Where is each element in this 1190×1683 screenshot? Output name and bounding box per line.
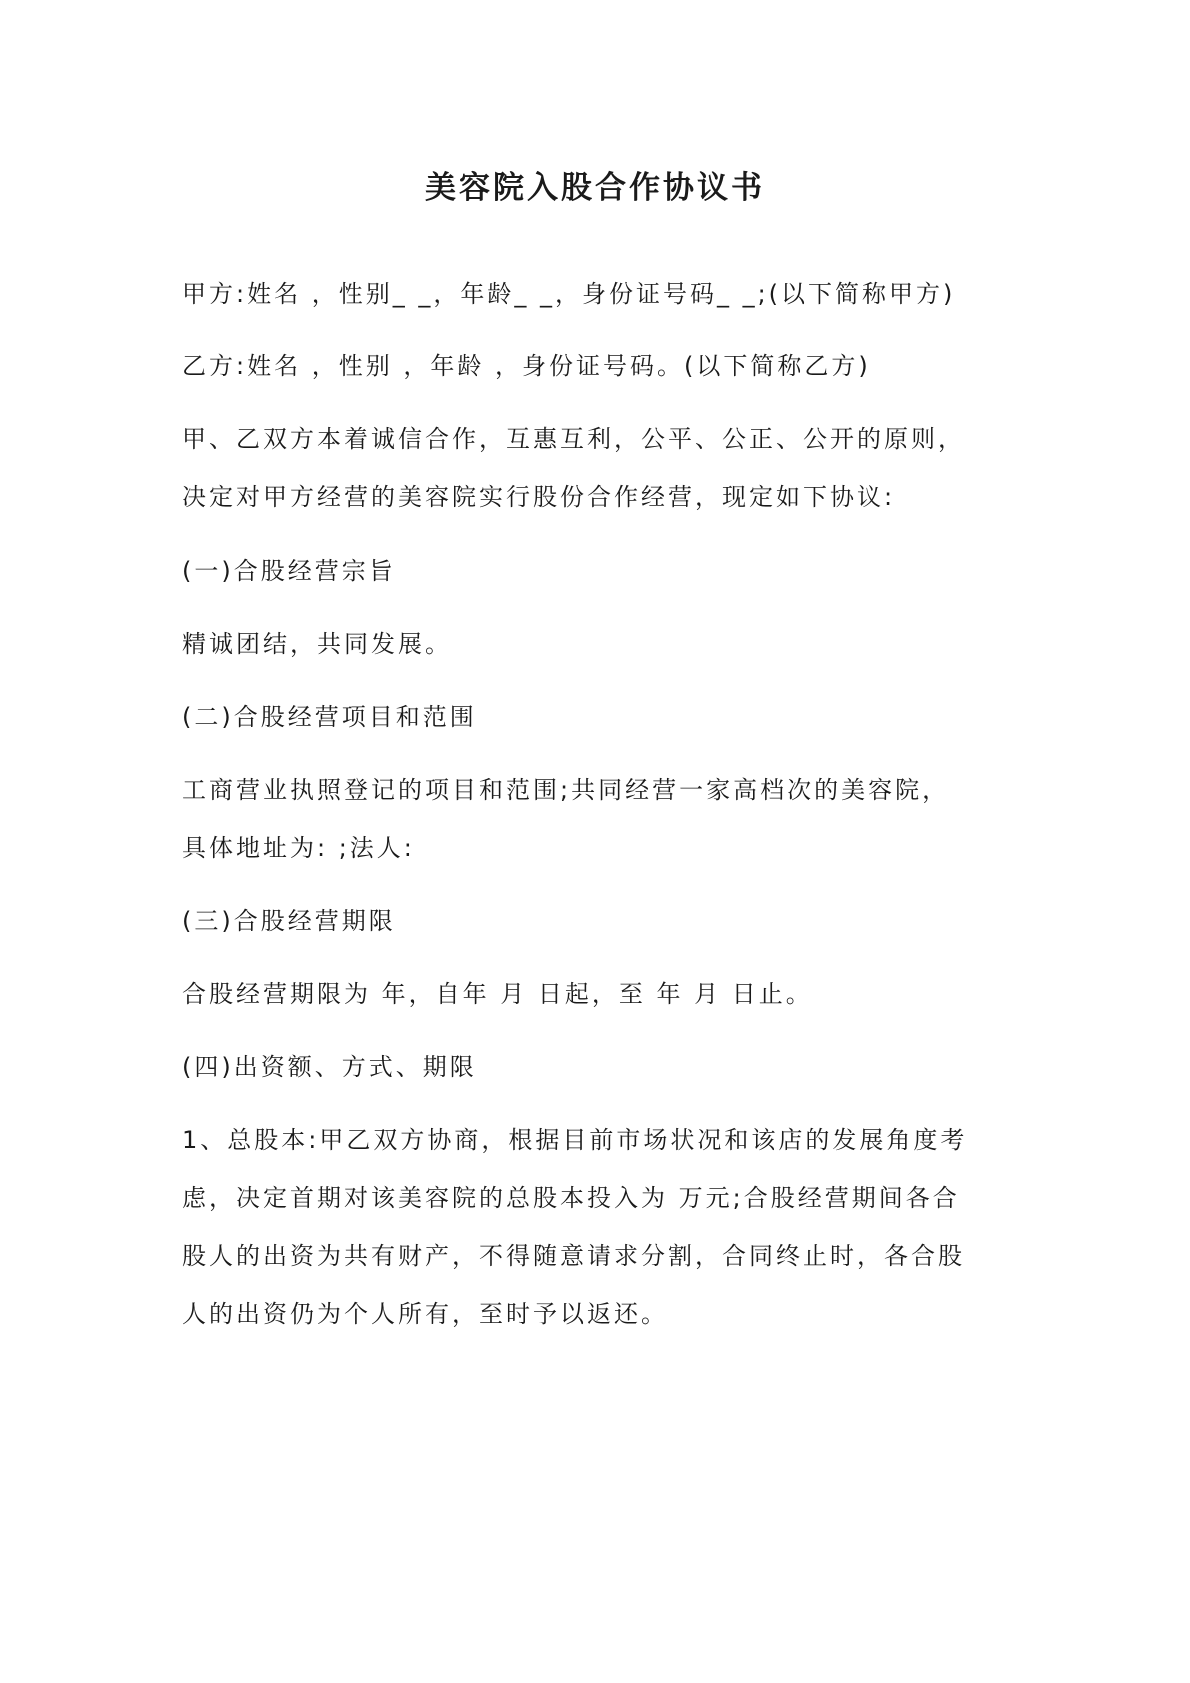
section-heading-1: (一)合股经营宗旨 bbox=[182, 557, 396, 585]
clause-1-line-2: 虑，决定首期对该美容院的总股本投入为 万元;合股经营期间各合 bbox=[182, 1184, 960, 1212]
party-b-line: 乙方:姓名 ，性别 ，年龄 ，身份证号码。(以下简称乙方) bbox=[182, 352, 871, 380]
preamble-line-2: 决定对甲方经营的美容院实行股份合作经营，现定如下协议: bbox=[182, 483, 896, 511]
clause-1-line-1: 1、总股本:甲乙双方协商，根据目前市场状况和该店的发展角度考 bbox=[182, 1126, 968, 1154]
clause-1-line-4: 人的出资仍为个人所有，至时予以返还。 bbox=[182, 1300, 668, 1328]
clause-1-line-3: 股人的出资为共有财产，不得随意请求分割，合同终止时，各合股 bbox=[182, 1242, 965, 1270]
section-heading-3: (三)合股经营期限 bbox=[182, 907, 396, 935]
section-body-1: 精诚团结，共同发展。 bbox=[182, 630, 452, 658]
section-body-2-line-2: 具体地址为: ;法人: bbox=[182, 834, 415, 862]
section-heading-2: (二)合股经营项目和范围 bbox=[182, 703, 477, 731]
section-body-3: 合股经营期限为 年，自年 月 日起，至 年 月 日止。 bbox=[182, 980, 813, 1008]
section-body-2-line-1: 工商营业执照登记的项目和范围;共同经营一家高档次的美容院， bbox=[182, 776, 950, 804]
party-a-line: 甲方:姓名 ，性别_ _，年龄_ _，身份证号码_ _;(以下简称甲方) bbox=[182, 280, 956, 308]
section-heading-4: (四)出资额、方式、期限 bbox=[182, 1053, 477, 1081]
document-title: 美容院入股合作协议书 bbox=[425, 170, 765, 206]
preamble-line-1: 甲、乙双方本着诚信合作，互惠互利，公平、公正、公开的原则， bbox=[182, 425, 965, 453]
